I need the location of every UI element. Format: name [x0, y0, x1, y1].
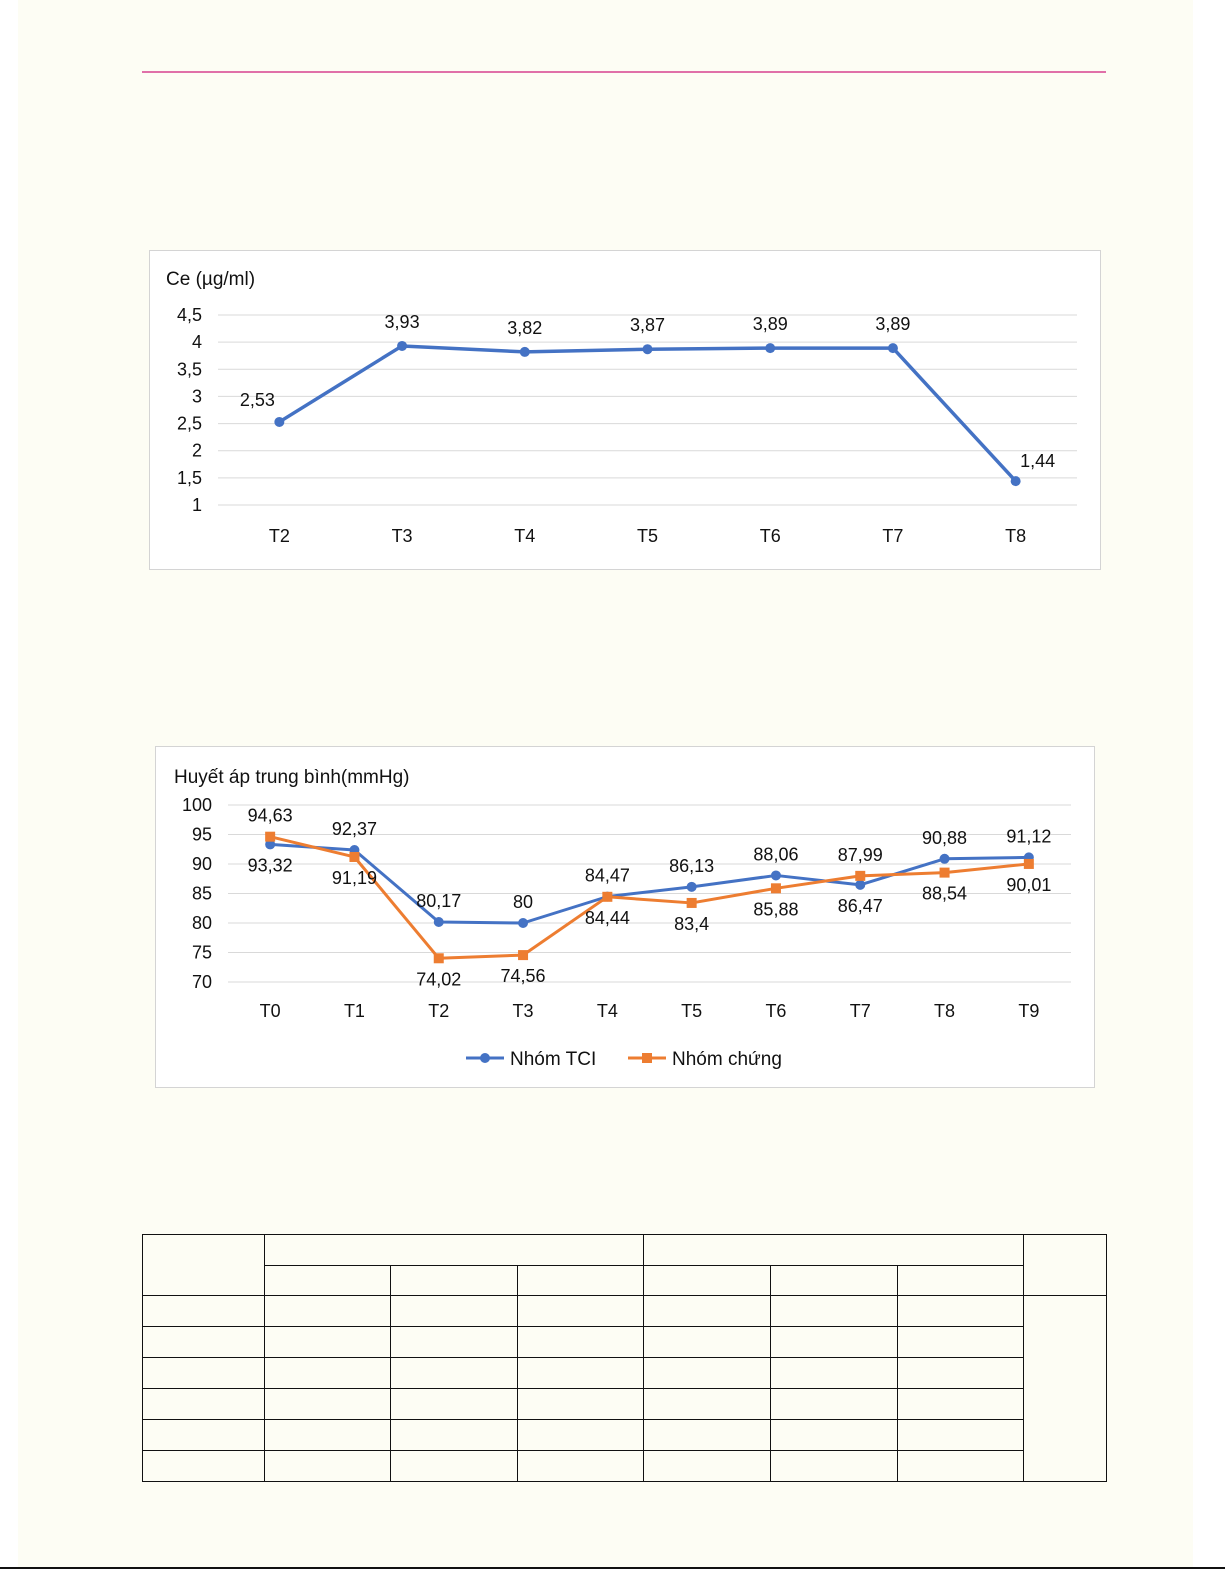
x-tick-label: T0	[259, 1001, 281, 1021]
y-tick-label: 3	[191, 386, 202, 407]
table-header-cell	[143, 1235, 265, 1296]
mean-blood-pressure-chart	[155, 746, 1095, 1088]
series-line	[279, 346, 1015, 481]
table-cell	[265, 1451, 391, 1482]
table-cell	[143, 1420, 265, 1451]
x-tick-label: T7	[882, 526, 904, 546]
table-cell	[143, 1389, 265, 1420]
y-tick-label: 1,5	[176, 467, 202, 488]
table-cell	[771, 1327, 898, 1358]
x-tick-label: T9	[1018, 1001, 1040, 1021]
y-tick-label: 3,5	[176, 359, 202, 380]
data-label: 92,37	[331, 819, 377, 840]
table-cell	[265, 1296, 391, 1327]
table-cell	[898, 1420, 1024, 1451]
table-cell	[518, 1420, 644, 1451]
table-cell	[265, 1358, 391, 1389]
y-tick-label: 100	[181, 795, 212, 815]
data-label: 84,44	[584, 907, 630, 928]
table-cell	[391, 1296, 518, 1327]
x-tick-label: T7	[849, 1001, 871, 1021]
table-cell	[1024, 1296, 1107, 1482]
data-point-marker	[940, 854, 950, 864]
data-label: 86,13	[669, 855, 715, 876]
data-point-marker	[520, 347, 530, 357]
x-tick-label: T6	[759, 526, 781, 546]
header-rule	[142, 71, 1106, 73]
data-label: 74,56	[500, 966, 546, 987]
table-header-cell	[644, 1235, 1024, 1266]
data-label: 86,47	[837, 895, 883, 916]
x-tick-label: T8	[1005, 526, 1027, 546]
table-row	[143, 1358, 1107, 1389]
data-label: 83,4	[674, 913, 710, 934]
series-line	[270, 837, 1029, 959]
table-cell	[143, 1358, 265, 1389]
table-header-cell	[898, 1266, 1024, 1296]
table-header-cell	[265, 1266, 391, 1296]
data-point-marker	[687, 882, 697, 892]
series-line	[270, 844, 1029, 923]
table-cell	[391, 1451, 518, 1482]
document-page	[18, 0, 1193, 1567]
table-header-cell	[644, 1266, 771, 1296]
ce-concentration-chart	[149, 250, 1101, 570]
data-point-marker	[434, 953, 444, 963]
x-tick-label: T3	[391, 526, 413, 546]
ce-chart-svg	[150, 251, 1100, 569]
data-label: 80,17	[416, 890, 462, 911]
table-row	[143, 1389, 1107, 1420]
data-label: 3,87	[629, 315, 666, 336]
data-label: 2,53	[239, 389, 275, 410]
data-label: 94,63	[247, 805, 293, 826]
table-cell	[898, 1389, 1024, 1420]
table-cell	[644, 1327, 771, 1358]
data-point-marker	[602, 892, 612, 902]
y-tick-label: 2	[191, 440, 202, 461]
y-tick-label: 90	[191, 854, 212, 874]
table-row	[143, 1296, 1107, 1327]
blood-pressure-chart-svg	[156, 747, 1094, 1087]
x-tick-label: T2	[428, 1001, 450, 1021]
table-header-cell	[391, 1266, 518, 1296]
data-label: 3,89	[752, 314, 788, 335]
table-header-cell	[518, 1266, 644, 1296]
data-label: 3,93	[384, 311, 420, 332]
table-cell	[391, 1420, 518, 1451]
data-label: 87,99	[837, 844, 883, 865]
data-point-marker	[765, 343, 775, 353]
data-point-marker	[518, 950, 528, 960]
legend-marker	[480, 1053, 490, 1063]
table-cell	[771, 1389, 898, 1420]
data-label: 85,88	[753, 899, 799, 920]
table-cell	[265, 1389, 391, 1420]
table-cell	[771, 1420, 898, 1451]
y-tick-label: 75	[191, 942, 212, 963]
data-point-marker	[855, 871, 865, 881]
table-cell	[644, 1358, 771, 1389]
x-tick-label: T2	[268, 526, 290, 546]
data-label: 90,01	[1006, 874, 1052, 895]
x-tick-label: T8	[934, 1001, 956, 1021]
table-header-cell	[265, 1235, 644, 1266]
table-cell	[391, 1389, 518, 1420]
data-point-marker	[687, 898, 697, 908]
table-cell	[391, 1358, 518, 1389]
table-header-row	[143, 1235, 1107, 1266]
legend-label: Nhóm chứng	[672, 1049, 782, 1070]
table-cell	[771, 1358, 898, 1389]
table-row	[143, 1451, 1107, 1482]
data-label: 90,88	[922, 827, 968, 848]
table-cell	[518, 1358, 644, 1389]
chart-title: Ce (µg/ml)	[166, 269, 256, 290]
table-cell	[644, 1296, 771, 1327]
data-point-marker	[265, 832, 275, 842]
data-point-marker	[518, 918, 528, 928]
table-cell	[771, 1296, 898, 1327]
table-cell	[518, 1327, 644, 1358]
y-tick-label: 85	[191, 883, 212, 904]
table-cell	[898, 1358, 1024, 1389]
data-label: 80	[513, 892, 534, 912]
data-point-marker	[1024, 859, 1034, 869]
x-tick-label: T1	[343, 1001, 365, 1021]
legend-marker	[642, 1053, 652, 1063]
data-point-marker	[888, 343, 898, 353]
table-cell	[518, 1389, 644, 1420]
data-point-marker	[855, 880, 865, 890]
table-subheader-row	[143, 1266, 1107, 1296]
table-cell	[644, 1420, 771, 1451]
data-point-marker	[274, 417, 284, 427]
data-point-marker	[771, 883, 781, 893]
data-label: 91,19	[331, 867, 377, 888]
x-tick-label: T4	[596, 1001, 618, 1021]
table-cell	[644, 1389, 771, 1420]
data-label: 88,54	[922, 883, 968, 904]
table-cell	[898, 1451, 1024, 1482]
x-tick-label: T6	[765, 1001, 787, 1021]
data-label: 93,32	[247, 855, 293, 876]
page-bottom-rule	[0, 1567, 1225, 1569]
table-cell	[265, 1327, 391, 1358]
y-tick-label: 95	[191, 824, 212, 845]
table-cell	[771, 1451, 898, 1482]
table-cell	[898, 1327, 1024, 1358]
chart-title: Huyết áp trung bình(mmHg)	[174, 767, 410, 788]
y-tick-label: 70	[191, 972, 212, 992]
y-tick-label: 4,5	[176, 305, 202, 325]
table-cell	[898, 1296, 1024, 1327]
table-cell	[143, 1451, 265, 1482]
data-label: 84,47	[584, 865, 630, 886]
table-row	[143, 1327, 1107, 1358]
data-point-marker	[397, 341, 407, 351]
y-tick-label: 4	[191, 332, 202, 353]
data-table	[142, 1234, 1107, 1482]
table-cell	[644, 1451, 771, 1482]
table-cell	[265, 1420, 391, 1451]
x-tick-label: T5	[636, 526, 659, 546]
data-label: 88,06	[753, 844, 799, 865]
x-tick-label: T5	[681, 1001, 703, 1021]
data-point-marker	[940, 868, 950, 878]
data-label: 3,89	[875, 314, 911, 335]
data-label: 3,82	[507, 317, 543, 338]
table-cell	[391, 1327, 518, 1358]
table-header-cell	[771, 1266, 898, 1296]
data-point-marker	[434, 917, 444, 927]
x-tick-label: T3	[512, 1001, 534, 1021]
table-cell	[518, 1296, 644, 1327]
y-tick-label: 1	[191, 495, 202, 515]
data-point-marker	[1011, 476, 1021, 486]
table-header-cell	[1024, 1235, 1107, 1296]
y-tick-label: 2,5	[176, 413, 202, 434]
data-label: 74,02	[416, 969, 462, 990]
data-label: 1,44	[1020, 451, 1056, 472]
legend-label: Nhóm TCI	[510, 1049, 597, 1070]
data-label: 91,12	[1006, 826, 1052, 847]
data-point-marker	[349, 852, 359, 862]
data-point-marker	[771, 870, 781, 880]
x-tick-label: T4	[514, 526, 536, 546]
y-tick-label: 80	[191, 913, 212, 933]
table-cell	[518, 1451, 644, 1482]
table-cell	[143, 1327, 265, 1358]
data-point-marker	[643, 344, 653, 354]
table-cell	[143, 1296, 265, 1327]
table-row	[143, 1420, 1107, 1451]
